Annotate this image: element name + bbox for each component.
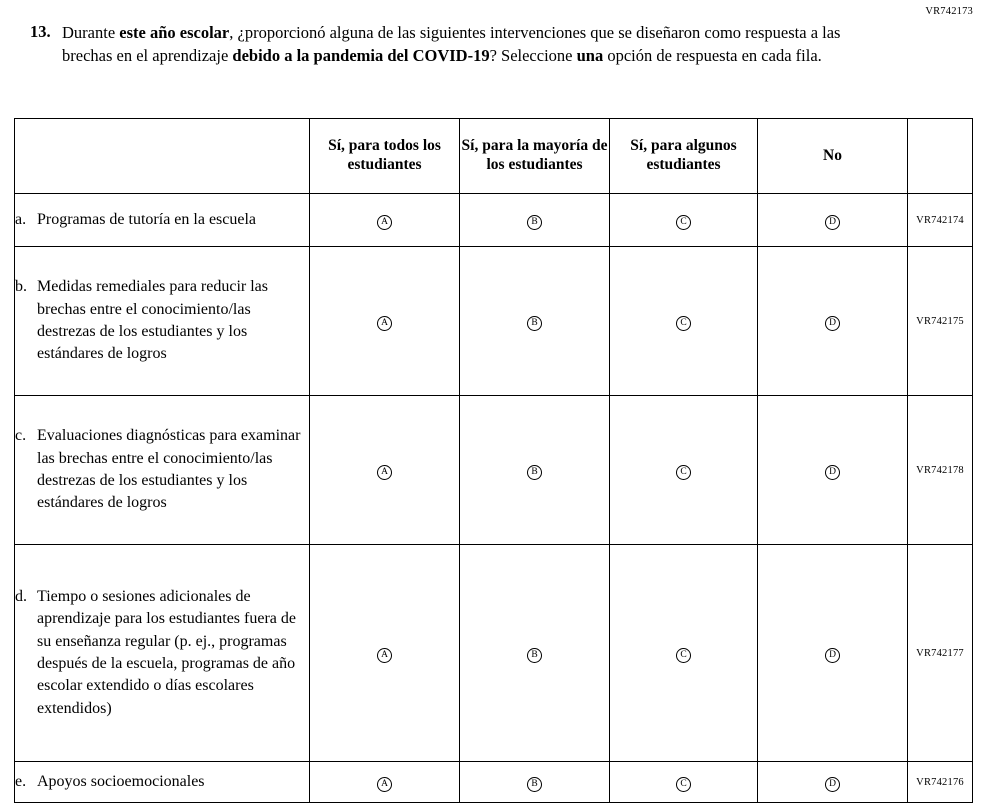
row-id-c: VR742178 xyxy=(908,396,973,545)
column-header-no: No xyxy=(758,119,908,194)
bubble-d[interactable]: D xyxy=(825,777,840,792)
bubble-d[interactable]: D xyxy=(825,316,840,331)
row-id-d: VR742177 xyxy=(908,545,973,762)
header-row xyxy=(15,119,973,194)
column-header-most-students: Sí, para la mayoría de los estudiantes xyxy=(460,119,610,194)
row-id-e: VR742176 xyxy=(908,762,973,803)
radio-c-most-students[interactable] xyxy=(460,396,610,545)
radio-e-some-students[interactable] xyxy=(610,762,758,803)
table-row xyxy=(15,762,973,803)
bubble-b[interactable]: B xyxy=(527,777,542,792)
column-header-all-students: Sí, para todos los estudiantes xyxy=(310,119,460,194)
row-item-c xyxy=(15,396,310,545)
radio-d-most-students[interactable] xyxy=(460,545,610,762)
bubble-a[interactable]: A xyxy=(377,215,392,230)
row-letter: b. xyxy=(15,278,27,296)
row-item-a xyxy=(15,194,310,247)
row-letter: e. xyxy=(15,772,27,790)
grid-body xyxy=(15,194,973,803)
radio-d-all-students[interactable] xyxy=(310,545,460,762)
radio-b-all-students[interactable] xyxy=(310,247,460,396)
table-row xyxy=(15,194,973,247)
radio-c-all-students[interactable] xyxy=(310,396,460,545)
bubble-d[interactable]: D xyxy=(825,465,840,480)
bubble-a[interactable]: A xyxy=(377,316,392,331)
response-grid xyxy=(14,118,973,803)
bubble-c[interactable]: C xyxy=(676,215,691,230)
row-label: Medidas remediales para reducir las brechas entre el conocimiento/las destrezas de los estudiantes y los estándares de logros xyxy=(37,278,269,363)
row-label: Apoyos socioemocionales xyxy=(37,772,205,790)
row-item-e xyxy=(15,762,310,803)
question-block xyxy=(30,22,890,68)
row-id-a: VR742174 xyxy=(908,194,973,247)
radio-b-most-students[interactable] xyxy=(460,247,610,396)
grid-header xyxy=(15,119,973,194)
column-header-row-id xyxy=(908,119,973,194)
row-item-b xyxy=(15,247,310,396)
table-row xyxy=(15,396,973,545)
row-id-b: VR742175 xyxy=(908,247,973,396)
row-label: Programas de tutoría en la escuela xyxy=(37,210,257,228)
response-grid-wrapper xyxy=(14,118,972,803)
bubble-d[interactable]: D xyxy=(825,215,840,230)
radio-a-no[interactable] xyxy=(758,194,908,247)
radio-a-all-students[interactable] xyxy=(310,194,460,247)
column-header-some-students: Sí, para algunos estudiantes xyxy=(610,119,758,194)
bubble-b[interactable]: B xyxy=(527,215,542,230)
radio-b-some-students[interactable] xyxy=(610,247,758,396)
bubble-a[interactable]: A xyxy=(377,777,392,792)
row-label: Evaluaciones diagnósticas para examinar las brechas entre el conocimiento/las destrezas de los estudiantes y los estándares de logros xyxy=(37,427,301,512)
row-letter: a. xyxy=(15,210,27,228)
table-row xyxy=(15,247,973,396)
column-header-items xyxy=(15,119,310,194)
radio-d-no[interactable] xyxy=(758,545,908,762)
row-letter: d. xyxy=(15,587,27,605)
question-number: 13. xyxy=(30,22,51,41)
radio-e-most-students[interactable] xyxy=(460,762,610,803)
bubble-b[interactable]: B xyxy=(527,316,542,331)
bubble-c[interactable]: C xyxy=(676,316,691,331)
page-identifier: VR742173 xyxy=(925,6,973,17)
radio-c-some-students[interactable] xyxy=(610,396,758,545)
question-text: Durante este año escolar, ¿proporcionó alguna de las siguientes intervenciones que se diseñaron como respuesta a las brechas en el aprendizaje debido a la pandemia del COVID-19? Seleccione una opción de respuesta en cada fila. xyxy=(62,23,841,65)
radio-b-no[interactable] xyxy=(758,247,908,396)
row-item-d xyxy=(15,545,310,762)
bubble-b[interactable]: B xyxy=(527,648,542,663)
bubble-c[interactable]: C xyxy=(676,648,691,663)
bubble-d[interactable]: D xyxy=(825,648,840,663)
radio-d-some-students[interactable] xyxy=(610,545,758,762)
radio-a-most-students[interactable] xyxy=(460,194,610,247)
bubble-c[interactable]: C xyxy=(676,777,691,792)
radio-c-no[interactable] xyxy=(758,396,908,545)
radio-e-no[interactable] xyxy=(758,762,908,803)
bubble-a[interactable]: A xyxy=(377,648,392,663)
radio-a-some-students[interactable] xyxy=(610,194,758,247)
bubble-a[interactable]: A xyxy=(377,465,392,480)
row-letter: c. xyxy=(15,427,27,445)
table-row xyxy=(15,545,973,762)
bubble-c[interactable]: C xyxy=(676,465,691,480)
row-label: Tiempo o sesiones adicionales de aprendizaje para los estudiantes fuera de su enseñanza regular (p. ej., programas después de la escuela, programas de año escolar extendido o días escolares extendidos) xyxy=(37,587,296,717)
bubble-b[interactable]: B xyxy=(527,465,542,480)
radio-e-all-students[interactable] xyxy=(310,762,460,803)
